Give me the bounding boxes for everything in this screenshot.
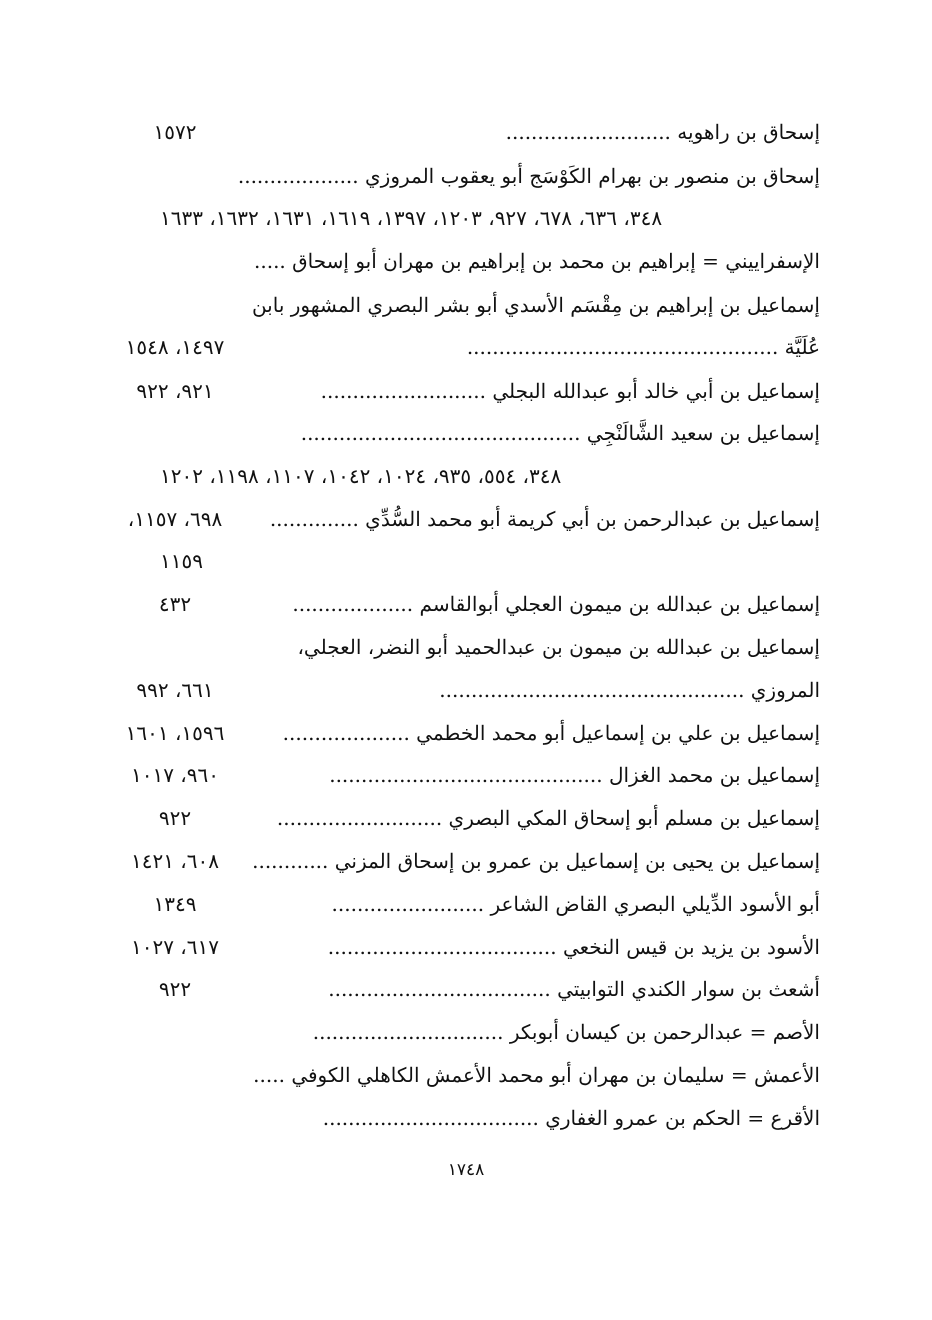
index-entry <box>0 413 932 453</box>
entry-pages: ٦٠٨، ١٤٢١ <box>130 849 219 873</box>
entry-pages: ١٥٩٦، ١٦٠١ <box>125 721 225 745</box>
entry-pages: ١١٥٩ <box>160 549 203 573</box>
index-entry <box>0 198 932 238</box>
entry-pages: ٩٢٢ <box>158 977 192 1001</box>
index-entry <box>0 798 932 838</box>
entry-name: إسماعيل بن مسلم أبو إسحاق المكي البصري .......................... <box>276 806 820 830</box>
entry-pages: ٣٤٨، ٥٥٤، ٩٣٥، ١٠٢٤، ١٠٤٢، ١١٠٧، ١١٩٨، ١٢٠٢ <box>160 464 562 488</box>
entry-pages: ٦١٧، ١٠٢٧ <box>130 935 219 959</box>
index-entry <box>0 670 932 710</box>
index-entry <box>0 241 932 281</box>
entry-pages: ٩٢٢ <box>158 806 192 830</box>
entry-name: الأقرع = الحكم بن عمرو الغفاري .................................. <box>322 1106 820 1130</box>
entry-pages: ٩٦٠، ١٠١٧ <box>130 763 219 787</box>
index-entry <box>0 841 932 881</box>
entry-name: إسماعيل بن محمد الغزال ........................................... <box>329 763 820 787</box>
entry-pages: ١٤٩٧، ١٥٤٨ <box>125 335 225 359</box>
entry-name: الأصم = عبدالرحمن بن كيسان أبوبكر .............................. <box>312 1020 820 1044</box>
entry-name: أشعث بن سوار الكندي التوابيتي ................................... <box>328 977 820 1001</box>
entry-pages: ١٣٤٩ <box>153 892 197 916</box>
entry-name: إسماعيل بن يحيى بن إسماعيل بن عمرو بن إسحاق المزني ............ <box>252 849 820 873</box>
index-entry <box>0 112 932 152</box>
entry-name: إسماعيل بن أبي خالد أبو عبدالله البجلي .......................... <box>320 379 820 403</box>
index-entry <box>0 713 932 753</box>
entry-pages: ٦٦١، ٩٩٢ <box>136 678 214 702</box>
index-entry <box>0 285 932 325</box>
entry-name: إسماعيل بن عبدالله بن ميمون بن عبدالحميد أبو النضر، العجلي، <box>297 635 820 659</box>
entry-name: الأعمش = سليمان بن مهران أبو محمد الأعمش الكاهلي الكوفي ..... <box>253 1063 820 1087</box>
entry-name: الأسود بن يزيد بن قيس النخعي .................................... <box>327 935 820 959</box>
index-entry <box>0 1098 932 1138</box>
entry-pages: ٤٣٢ <box>158 592 192 616</box>
index-entry <box>0 884 932 924</box>
entry-name: إسماعيل بن سعيد الشَّالَنْجِي ............................................ <box>300 421 820 445</box>
page-number: ١٧٤٨ <box>447 1160 485 1180</box>
entry-pages: ٣٤٨، ٦٣٦، ٦٧٨، ٩٢٧، ١٢٠٣، ١٣٩٧، ١٦١٩، ١٦٣١، ١٦٣٢، ١٦٣٣ <box>160 206 663 230</box>
index-entry <box>0 584 932 624</box>
entry-pages: ٩٢١، ٩٢٢ <box>136 379 214 403</box>
index-entry <box>0 156 932 196</box>
index-entry <box>0 1055 932 1095</box>
entry-name: إسماعيل بن عبدالرحمن بن أبي كريمة أبو محمد السُّدِّي .............. <box>269 507 820 531</box>
index-entry <box>0 456 932 496</box>
index-entry <box>0 499 932 539</box>
entry-name: الإسفراييني = إبراهيم بن محمد بن إبراهيم بن مهران أبو إسحاق ..... <box>254 249 820 273</box>
entry-name: إسحاق بن منصور بن بهرام الكَوْسَج أبو يعقوب المروزي ................... <box>237 164 820 188</box>
entry-name: المروزي ................................................ <box>439 678 820 702</box>
entry-name: إسحاق بن راهويه .......................... <box>505 120 820 144</box>
entry-name: أبو الأسود الدِّيلي البصري القاض الشاعر ........................ <box>331 892 820 916</box>
index-entry <box>0 969 932 1009</box>
index-entry <box>0 627 932 667</box>
index-entry <box>0 927 932 967</box>
entry-pages: ١٥٧٢ <box>153 120 197 144</box>
entry-name: إسماعيل بن إبراهيم بن مِقْسَم الأسدي أبو بشر البصري المشهور بابن <box>251 293 820 317</box>
entry-pages: ٦٩٨، ١١٥٧، <box>127 507 223 531</box>
index-entry <box>0 755 932 795</box>
index-entry <box>0 327 932 367</box>
entry-name: إسماعيل بن عبدالله بن ميمون العجلي أبوالقاسم ................... <box>292 592 820 616</box>
entry-name: إسماعيل بن علي بن إسماعيل أبو محمد الخطمي .................... <box>282 721 820 745</box>
index-entry <box>0 371 932 411</box>
index-entry <box>0 541 932 581</box>
index-entry <box>0 1012 932 1052</box>
entry-name: عُلَيَّة ................................................. <box>466 335 820 359</box>
